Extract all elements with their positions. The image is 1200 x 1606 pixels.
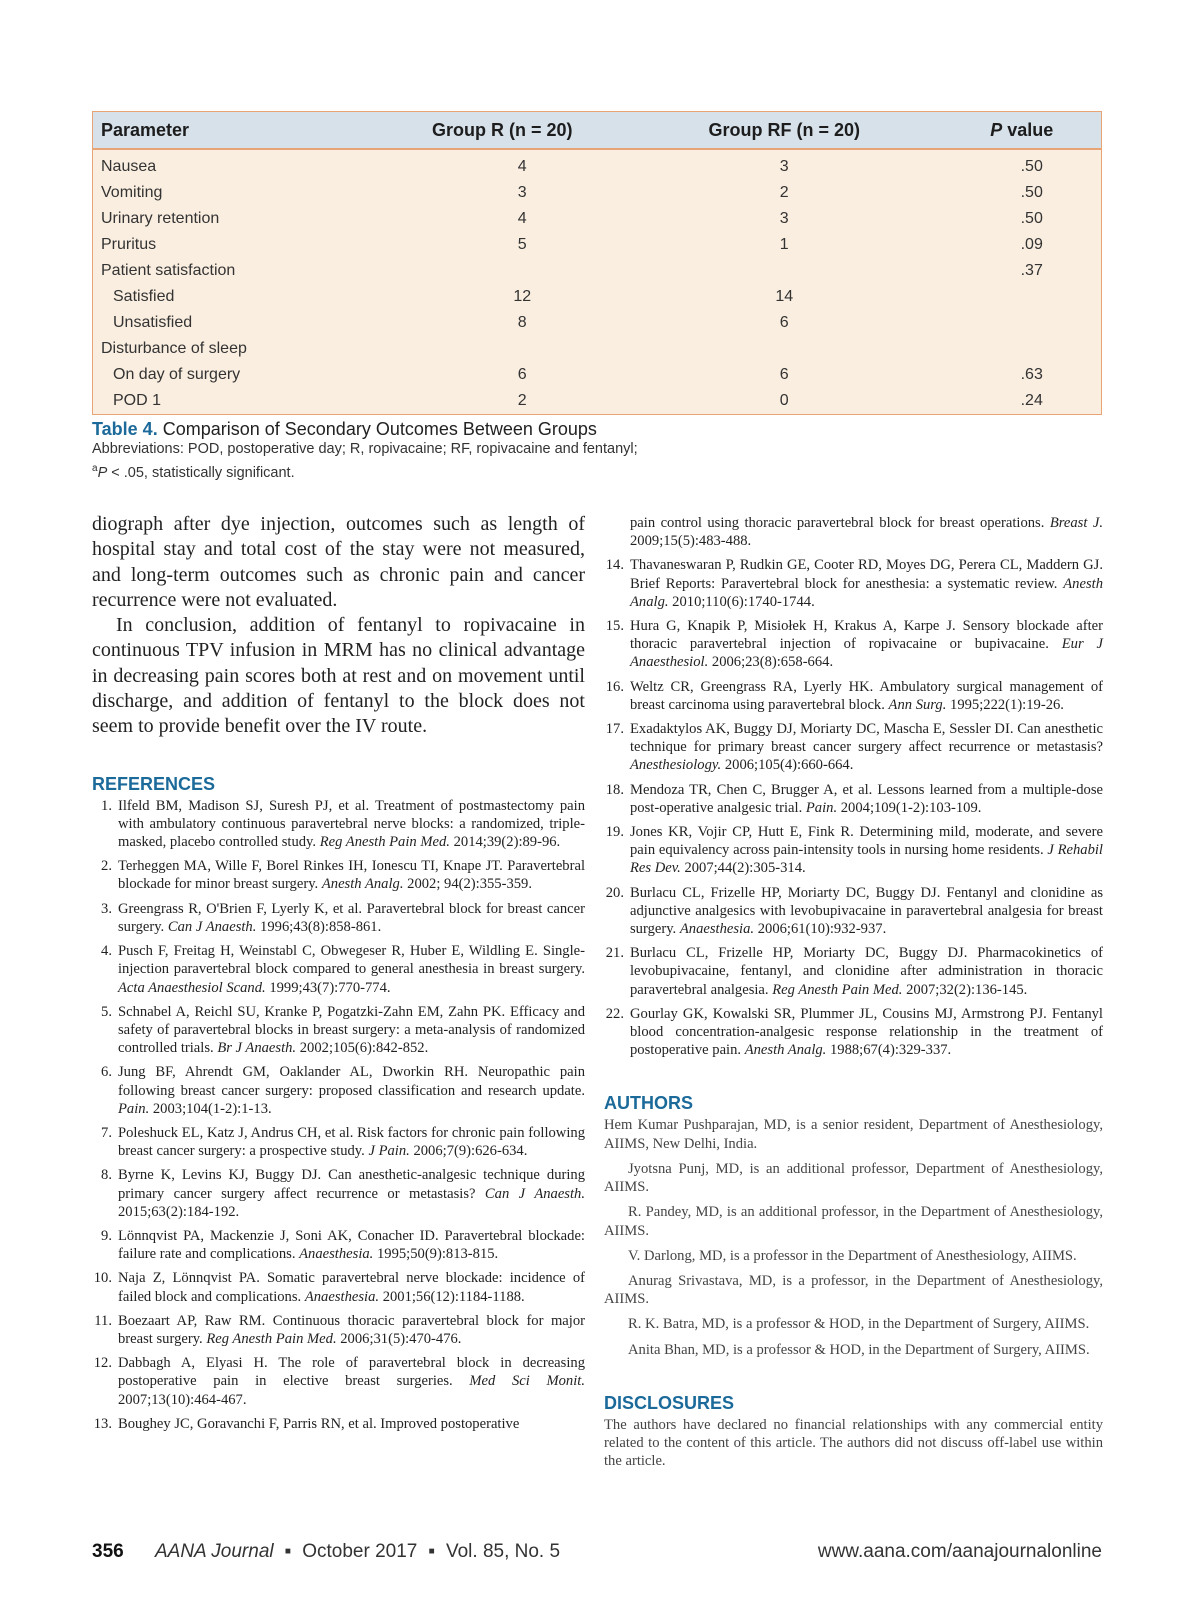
reference-citation: 2006;61(10):932-937. — [757, 921, 887, 938]
reference-citation: 2009;15(5):483-488. — [630, 533, 752, 550]
footer-separator: ■ — [284, 1546, 291, 1558]
reference-number: 5. — [101, 1003, 112, 1020]
cell-group-r — [379, 336, 626, 362]
reference-number: 2. — [101, 858, 112, 875]
table-row — [93, 336, 1102, 362]
reference-number: 13. — [93, 1415, 112, 1432]
reference-citation: 2007;32(2):136-145. — [906, 981, 1028, 998]
caption-abbreviations: Abbreviations: POD, postoperative day; R, ropivacaine; RF, ropivacaine and fentanyl; — [92, 441, 638, 457]
reference-citation: 2015;63(2):184-192. — [118, 1203, 240, 1220]
cell-parameter: Disturbance of sleep — [101, 340, 247, 357]
reference-number: 14. — [605, 557, 624, 574]
reference-text: Boughey JC, Goravanchi F, Parris RN, et al. Improved postoperative — [118, 1415, 520, 1432]
reference-text: Exadaktylos AK, Buggy DJ, Moriarty DC, Mascha E, Sessler DI. Can anesthetic technique for primary breast cancer surgery affect recurrence or metastasis? — [630, 721, 1103, 756]
reference-number: 20. — [605, 884, 624, 901]
cell-p-value — [942, 284, 1101, 310]
table-row — [93, 310, 1102, 336]
reference-text: Burlacu CL, Frizelle HP, Moriarty DC, Buggy DJ. Fentanyl and clonidine as adjunctive analgesics with levobupivacaine in paravertebral analgesia for breast surgery. — [630, 884, 1103, 938]
table-4 — [92, 111, 1102, 415]
reference-item — [92, 1003, 585, 1058]
reference-text: Jones KR, Vojir CP, Hutt E, Fink R. Determining mild, moderate, and severe pain equivalency across pain-intensity tools in nursing home residents. — [630, 824, 1103, 859]
reference-journal: Reg Anesth Pain Med. — [319, 834, 450, 851]
page-number: 356 — [92, 1541, 124, 1562]
reference-journal: Breast J. — [1049, 515, 1103, 531]
reference-citation: 1996;43(8):858-861. — [260, 918, 382, 935]
reference-text: Boezaart AP, Raw RM. Continuous thoracic paravertebral block for major breast surgery. — [118, 1312, 585, 1347]
reference-journal: Anesth Analg. — [321, 876, 404, 893]
reference-journal: J Rehabil Res Dev. — [630, 842, 1103, 877]
reference-journal: J Pain. — [368, 1143, 410, 1160]
cell-parameter: Nausea — [101, 158, 157, 175]
cell-group-rf: 0 — [779, 392, 789, 409]
reference-citation: 2010;110(6):1740-1744. — [672, 593, 815, 610]
reference-citation: 2002; 94(2):355-359. — [407, 876, 532, 893]
reference-citation: 1995;222(1):19-26. — [950, 696, 1064, 713]
reference-text: Hura G, Knapik P, Misiołek H, Krakus A, Karpe J. Sensory blockade after thoracic paravertebral injection of ropivacaine or bupivacaine. — [630, 618, 1103, 653]
author-bio: Anita Bhan, MD, is a professor & HOD, in the Department of Surgery, AIIMS. — [628, 1341, 1090, 1358]
reference-citation: 1995;50(9):813-815. — [376, 1246, 499, 1263]
reference-number: 17. — [605, 721, 624, 738]
table-row — [93, 232, 1102, 258]
caption-text: Comparison of Secondary Outcomes Between Groups — [162, 419, 597, 439]
col-header-p-value — [942, 112, 1101, 150]
reference-item — [604, 884, 1103, 939]
reference-item — [604, 944, 1103, 999]
reference-item — [604, 617, 1103, 672]
reference-number: 7. — [101, 1124, 112, 1141]
reference-journal: Anesth Analg. — [744, 1042, 827, 1059]
reference-journal: Pain. — [118, 1100, 150, 1117]
reference-text: Burlacu CL, Frizelle HP, Moriarty DC, Buggy DJ. Pharmacokinetics of levobupivacaine, fentanyl, and clonidine after administration in thoracic paravertebral analgesia. — [630, 945, 1103, 998]
reference-journal: Reg Anesth Pain Med. — [206, 1330, 337, 1347]
table-body — [93, 149, 1102, 415]
reference-text: Terheggen MA, Wille F, Borel Rinkes IH, Ionescu TI, Knape JT. Paravertebral blockade for minor breast surgery. — [118, 858, 585, 893]
reference-citation: 2003;104(1-2):1-13. — [152, 1100, 272, 1117]
cell-group-rf — [626, 336, 943, 362]
cell-p-value: .50 — [1020, 210, 1043, 227]
cell-group-rf: 3 — [779, 158, 789, 175]
reference-number: 3. — [101, 900, 112, 917]
reference-item — [604, 556, 1103, 611]
reference-item — [92, 942, 585, 997]
authors-heading: AUTHORS — [604, 1093, 693, 1114]
reference-text: Poleshuck EL, Katz J, Andrus CH, et al. Risk factors for chronic pain following breast cancer surgery: a prospective study. — [118, 1124, 585, 1160]
cell-group-rf: 6 — [779, 366, 789, 383]
reference-citation: 2006;23(8):658-664. — [711, 654, 834, 671]
col-header-group-r: Group R (n = 20) — [379, 112, 626, 150]
reference-text: Pusch F, Freitag H, Weinstabl C, Obwegeser R, Huber E, Wildling E. Single-injection paravertebral block compared to general anesthesia in breast surgery. — [118, 943, 585, 978]
reference-item — [92, 1063, 585, 1118]
reference-number: 18. — [605, 781, 624, 798]
reference-item — [92, 1227, 585, 1263]
reference-text: Thavaneswaran P, Rudkin GE, Cooter RD, Moyes DG, Perera CL, Maddern GJ. Brief Reports: Paravertebral block for anesthesia: a systematic review. — [630, 557, 1103, 592]
reference-citation: 1988;67(4):329-337. — [829, 1042, 952, 1059]
reference-journal: Acta Anaesthesiol Scand. — [118, 979, 266, 996]
reference-number: 6. — [101, 1064, 112, 1081]
cell-p-value: .50 — [1020, 158, 1043, 175]
reference-journal: Br J Anaesth. — [217, 1040, 297, 1057]
reference-citation: 2007;13(10):464-467. — [118, 1391, 247, 1408]
reference-item — [92, 900, 585, 936]
author-bio: R. K. Batra, MD, is a professor & HOD, in the Department of Surgery, AIIMS. — [628, 1316, 1090, 1333]
references-heading: REFERENCES — [92, 773, 216, 794]
cell-group-rf: 6 — [779, 314, 789, 331]
cell-p-value — [942, 310, 1101, 336]
cell-group-r: 3 — [517, 184, 527, 201]
reference-citation: 2006;105(4):660-664. — [724, 757, 854, 774]
reference-text: Mendoza TR, Chen C, Brugger A, et al. Lessons learned from a multiple-dose post-operative analgesic trial. — [630, 781, 1103, 816]
reference-journal: Ann Surg. — [888, 696, 947, 713]
reference-item — [604, 1005, 1103, 1060]
reference-text: pain control using thoracic paravertebral block for breast operations. — [630, 515, 1045, 531]
footer-separator: ■ — [428, 1546, 435, 1558]
reference-journal: Can J Anaesth. — [167, 918, 257, 935]
reference-text: Lönnqvist PA, Mackenzie J, Soni AK, Conacher ID. Paravertebral blockade: failure rate and complications. — [118, 1227, 585, 1263]
reference-item — [92, 1312, 585, 1348]
reference-journal: Can J Anaesth. — [484, 1185, 585, 1202]
reference-citation: 1999;43(7):770-774. — [269, 979, 391, 996]
reference-text: Naja Z, Lönnqvist PA. Somatic paravertebral nerve blockade: incidence of failed block and complications. — [118, 1270, 585, 1305]
cell-group-rf — [626, 258, 943, 284]
cell-p-value: .50 — [1020, 184, 1043, 201]
cell-group-r: 4 — [517, 158, 527, 175]
reference-citation: 2001;56(12):1184-1188. — [382, 1288, 525, 1305]
reference-text: Byrne K, Levins KJ, Buggy DJ. Can anesthetic-analgesic technique during primary cancer surgery affect recurrence or metastasis? — [118, 1167, 585, 1202]
cell-group-r — [379, 258, 626, 284]
reference-journal: Eur J Anaesthesiol. — [630, 636, 1103, 671]
reference-journal: Med Sci Monit. — [469, 1373, 585, 1390]
cell-parameter: Satisfied — [113, 288, 175, 305]
disclosures-heading: DISCLOSURES — [604, 1392, 735, 1413]
table-row — [93, 149, 1102, 180]
table-row — [93, 284, 1102, 310]
cell-group-rf: 3 — [779, 210, 789, 227]
reference-item — [92, 1415, 585, 1433]
reference-number: 12. — [93, 1355, 112, 1372]
reference-citation: 2004;109(1-2):103-109. — [840, 799, 982, 816]
cell-group-r: 2 — [517, 392, 527, 409]
reference-number: 21. — [605, 945, 624, 962]
reference-number: 22. — [605, 1005, 624, 1022]
reference-text: Schnabel A, Reichl SU, Kranke P, Pogatzki-Zahn EM, Zahn PK. Efficacy and safety of paravertebral blocks in breast surgery: a meta-analysis of randomized controlled trials. — [118, 1003, 585, 1057]
col-header-parameter: Parameter — [93, 112, 379, 150]
sig-superscript: a — [92, 463, 98, 474]
table-caption — [92, 419, 1102, 483]
reference-journal: Anaesthesia. — [679, 921, 755, 938]
cell-group-rf: 1 — [779, 236, 789, 253]
cell-p-value — [942, 336, 1101, 362]
cell-parameter: On day of surgery — [113, 366, 241, 383]
reference-number: 4. — [101, 943, 112, 960]
cell-parameter: Vomiting — [101, 184, 163, 201]
table-row — [93, 258, 1102, 284]
p-value-label: value — [1007, 119, 1054, 140]
reference-number: 11. — [94, 1312, 112, 1329]
reference-item — [604, 781, 1103, 817]
table-row — [93, 362, 1102, 388]
cell-p-value: .24 — [1020, 392, 1043, 409]
cell-p-value: .37 — [1020, 262, 1043, 279]
cell-parameter: POD 1 — [113, 392, 162, 409]
cell-parameter: Unsatisfied — [113, 314, 193, 331]
reference-item — [92, 1269, 585, 1305]
cell-group-r: 5 — [517, 236, 527, 253]
reference-text: Dabbagh A, Elyasi H. The role of paravertebral block in decreasing postoperative pain in elective breast surgeries. — [118, 1355, 585, 1390]
outcomes-table — [92, 111, 1102, 415]
sig-text: < .05, statistically significant. — [107, 464, 295, 481]
reference-citation: 2006;7(9):626-634. — [413, 1143, 528, 1160]
table-row — [93, 206, 1102, 232]
reference-number: 19. — [605, 824, 624, 841]
reference-journal: Anaesthesia. — [299, 1246, 374, 1263]
p-italic: P — [990, 119, 1003, 140]
reference-number: 8. — [101, 1167, 112, 1184]
reference-text: Gourlay GK, Kowalski SR, Plummer JL, Cousins MJ, Armstrong PJ. Fentanyl blood concentration-analgesic response relationship in the treatment of postoperative pain. — [630, 1005, 1103, 1059]
reference-journal: Pain. — [805, 799, 838, 816]
reference-item — [604, 823, 1103, 878]
reference-citation: 2006;31(5):470-476. — [340, 1330, 462, 1347]
cell-group-r: 6 — [517, 366, 527, 383]
reference-journal: Anaesthesia. — [304, 1288, 380, 1305]
reference-text: Jung BF, Ahrendt GM, Oaklander AL, Dworkin RH. Neuropathic pain following breast cancer surgery: proposed classification and research update. — [118, 1064, 585, 1099]
sig-p: P — [97, 464, 108, 481]
reference-citation: 2014;39(2):89-96. — [453, 834, 561, 851]
author-bio: V. Darlong, MD, is a professor in the Department of Anesthesiology, AIIMS. — [628, 1247, 1077, 1264]
author-bio: R. Pandey, MD, is an additional professor, in the Department of Anesthesiology, AIIMS. — [604, 1204, 1103, 1239]
cell-group-rf: 2 — [779, 184, 789, 201]
reference-item — [604, 514, 1103, 550]
references-list-left — [92, 797, 585, 1433]
reference-text: Greengrass R, O'Brien F, Lyerly K, et al. Paravertebral block for breast cancer surgery. — [118, 900, 585, 935]
right-column — [604, 514, 1103, 1477]
reference-item — [92, 1166, 585, 1221]
reference-item — [604, 720, 1103, 775]
reference-number: 9. — [101, 1227, 112, 1244]
table-row — [93, 180, 1102, 206]
body-paragraph-1: diograph after dye injection, outcomes such as length of hospital stay and total cost of the stay were not measured, and long-term outcomes such as chronic pain and cancer recurrence were not evaluated. — [92, 513, 585, 611]
cell-group-r: 12 — [513, 288, 532, 305]
reference-item — [92, 1124, 585, 1160]
author-bio: Jyotsna Punj, MD, is an additional professor, Department of Anesthesiology, AIIMS. — [604, 1160, 1103, 1196]
author-bio: Anurag Srivastava, MD, is a professor, in the Department of Anesthesiology, AIIMS. — [604, 1272, 1103, 1308]
journal-name: AANA Journal — [154, 1541, 274, 1562]
reference-item — [92, 857, 585, 893]
caption-significance — [92, 459, 1102, 483]
reference-citation: 2007;44(2):305-314. — [684, 860, 806, 877]
cell-p-value: .63 — [1020, 366, 1043, 383]
journal-url: www.aana.com/aanajournalonline — [817, 1541, 1102, 1562]
reference-item — [92, 797, 585, 852]
cell-group-r: 4 — [517, 210, 527, 227]
reference-journal: Anesthesiology. — [630, 757, 722, 774]
cell-parameter: Urinary retention — [101, 210, 220, 227]
body-paragraph-2: In conclusion, addition of fentanyl to ropivacaine in continuous TPV infusion in MRM has no clinical advantage in decreasing pain scores both at rest and on movement until discharge, and addition of fentanyl to the block does not seem to provide benefit over the IV route. — [92, 614, 585, 738]
volume-issue: Vol. 85, No. 5 — [445, 1541, 561, 1562]
author-bio: Hem Kumar Pushparajan, MD, is a senior resident, Department of Anesthesiology, AIIMS, New Delhi, India. — [604, 1117, 1103, 1152]
disclosures-text: The authors have declared no financial relationships with any commercial entity related to the content of this article. The authors did not discuss off-label use within the article. — [604, 1416, 1103, 1470]
cell-group-rf: 14 — [775, 288, 794, 305]
page-footer — [92, 1541, 1102, 1565]
reference-citation: 2002;105(6):842-852. — [299, 1040, 429, 1057]
issue-date: October 2017 — [302, 1541, 418, 1562]
reference-journal: Anesth Analg. — [630, 575, 1103, 610]
reference-number: 10. — [93, 1270, 112, 1287]
table-header-row — [93, 112, 1102, 150]
cell-p-value: .09 — [1020, 236, 1043, 253]
cell-parameter: Pruritus — [101, 236, 157, 253]
reference-number: 15. — [605, 618, 624, 635]
left-column — [92, 512, 585, 1439]
references-list-right — [604, 514, 1103, 1059]
reference-text: Ilfeld BM, Madison SJ, Suresh PJ, et al. Treatment of postmastectomy pain with ambulatory continuous paravertebral nerve blocks: a randomized, triple-masked, placebo controlled study. — [118, 797, 585, 851]
col-header-group-rf: Group RF (n = 20) — [626, 112, 943, 150]
reference-text: Weltz CR, Greengrass RA, Lyerly HK. Ambulatory surgical management of breast carcinoma using paravertebral block. — [630, 678, 1103, 713]
reference-number: 1. — [101, 797, 112, 814]
cell-group-r: 8 — [517, 314, 527, 331]
caption-label: Table 4. — [92, 419, 158, 439]
reference-journal: Reg Anesth Pain Med. — [772, 981, 903, 998]
authors-list — [604, 1116, 1103, 1358]
reference-item — [92, 1354, 585, 1409]
reference-number: 16. — [605, 678, 624, 695]
cell-parameter: Patient satisfaction — [101, 262, 236, 279]
table-row — [93, 388, 1102, 415]
reference-item — [604, 678, 1103, 714]
caption-title — [92, 419, 1102, 440]
